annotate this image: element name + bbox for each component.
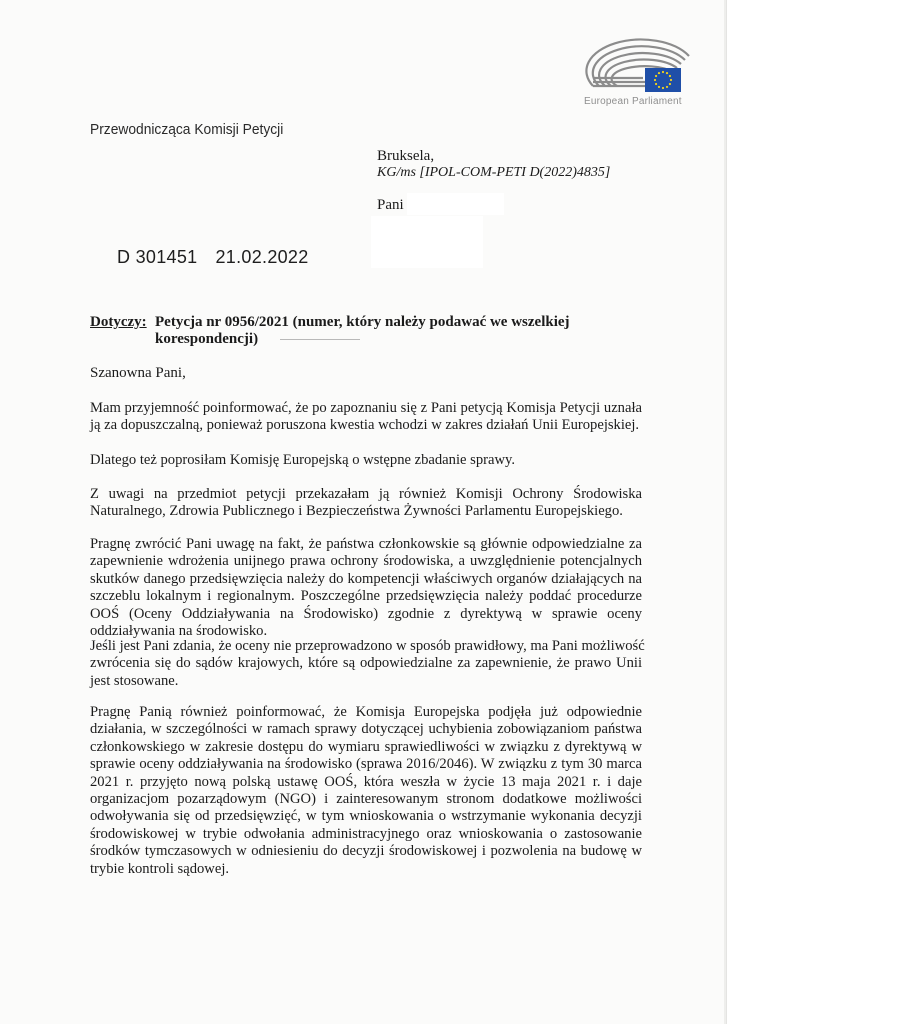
paragraph-line: Dlatego też poprosiłam Komisję Europejską o wstępne zbadanie sprawy. (90, 452, 515, 468)
subject-label: Dotyczy: (90, 314, 147, 330)
registry-stamp (117, 247, 327, 268)
paragraph-line: trybie kontroli sądowej. (90, 860, 230, 877)
paragraph-line: sprawie oceny oddziaływania na środowisko (sprawa 2016/2046). W związku z tym 30 marca (90, 756, 642, 773)
paragraph-line: zwrócenia się do sądów krajowych, które są odpowiedzialne za zapewnienie, że prawo Unii (90, 655, 642, 672)
reference-number: KG/ms [IPOL-COM-PETI D(2022)4835] (377, 165, 611, 180)
paragraph-line: ją za dopuszczalną, ponieważ poruszona kwestia wchodzi w zakres działań Unii Europejskiej. (90, 417, 640, 434)
paragraph-line: Jeśli jest Pani zdania, że oceny nie przeprowadzono w sposób prawidłowy, ma Pani możliwość (90, 638, 645, 654)
redaction-box (371, 216, 483, 268)
logo-caption: European Parliament (584, 96, 682, 107)
paragraph-4 (90, 536, 642, 640)
redaction-box (407, 193, 504, 215)
eu-star-icon (655, 83, 657, 85)
stamp-number: D 301451 (117, 247, 198, 267)
paragraph-1 (90, 400, 642, 435)
paragraph-line: Mam przyjemność poinformować, że po zapoznaniu się z Pani petycją Komisja Petycji uznała (90, 400, 642, 416)
eu-star-icon (669, 83, 671, 85)
paragraph-line: skutków danego przedsięwzięcia należy do kompetencji właściwych organów działających na (90, 570, 642, 587)
paragraph-line: zapewnienie wdrożenia unijnego prawa ochrony środowiska, a uwzględnienie potencjalnych (90, 553, 642, 570)
paragraph-5 (90, 638, 645, 690)
paragraph-line: szczeblu lokalnym i regionalnym. Poszczególne przedsięwzięcia należy poddać procedurze (90, 588, 642, 605)
subject-line: korespondencji) (155, 331, 259, 347)
paragraph-line: 2021 r. przyjęto nową polską ustawę OOŚ, która weszła w życie 13 maja 2021 r. i daje (90, 773, 642, 790)
paragraph-line: odwoływania się od przedsięwzięć, w tym wnioskowania o wstrzymanie wykonania decyzji (90, 808, 642, 825)
subject-text (155, 314, 595, 348)
paragraph-line: członkowskiego w zakresie dostępu do wymiaru sprawiedliwości w związku z dyrektywą w (90, 738, 642, 755)
paragraph-line: organizacjom pozarządowym (NGO) i zainteresowanym stronom dodatkowe możliwości (90, 791, 642, 808)
eu-star-icon (670, 79, 672, 81)
sender-title: Przewodnicząca Komisji Petycji (90, 121, 284, 138)
eu-star-icon (655, 75, 657, 77)
eu-star-icon (666, 72, 668, 74)
paragraph-line: jest stosowane. (90, 672, 179, 689)
subject-rule (280, 339, 360, 340)
addressee-line: Pani (377, 197, 404, 213)
paragraph-line: działania, w szczególności w ramach sprawy dotyczącej uchybienia zobowiązaniom państwa (90, 721, 642, 738)
paragraph-line: środowiskowej w trybie odwołania administracyjnego oraz wnioskowania o zastosowanie (90, 825, 642, 842)
eu-star-icon (666, 86, 668, 88)
subject-line: Petycja nr 0956/2021 (numer, który należy podawać we wszelkiej (155, 314, 570, 330)
paragraph-line: Pragnę Panią również poinformować, że Komisja Europejska podjęła już odpowiednie (90, 704, 642, 720)
greeting: Szanowna Pani, (90, 365, 186, 381)
paragraph-line: Z uwagi na przedmiot petycji przekazałam ją również Komisji Ochrony Środowiska (90, 486, 642, 502)
paragraph-2 (90, 452, 642, 469)
paragraph-line: środków tymczasowych w odniesieniu do decyzji środowiskowej i pozwolenia na budowę w (90, 843, 642, 860)
paragraph-line: Pragnę zwrócić Pani uwagę na fakt, że państwa członkowskie są głównie odpowiedzialne za (90, 536, 642, 552)
eu-star-icon (669, 75, 671, 77)
page-edge (724, 0, 726, 1024)
eu-star-icon (662, 71, 664, 73)
paragraph-3 (90, 486, 642, 521)
paragraph-6 (90, 704, 642, 878)
paragraph-line: Naturalnego, Zdrowia Publicznego i Bezpieczeństwa Żywności Parlamentu Europejskiego. (90, 503, 623, 520)
eu-star-icon (654, 79, 656, 81)
paragraph-line: oddziaływania na środowisko. (90, 623, 268, 640)
eu-star-icon (658, 86, 660, 88)
stamp-date: 21.02.2022 (215, 247, 309, 267)
paragraph-line: OOŚ (Oceny Oddziaływania na Środowisko) zgodnie z dyrektywą w sprawie oceny (90, 605, 642, 622)
eu-star-icon (658, 72, 660, 74)
place-line: Bruksela, (377, 148, 435, 164)
eu-star-icon (662, 87, 664, 89)
